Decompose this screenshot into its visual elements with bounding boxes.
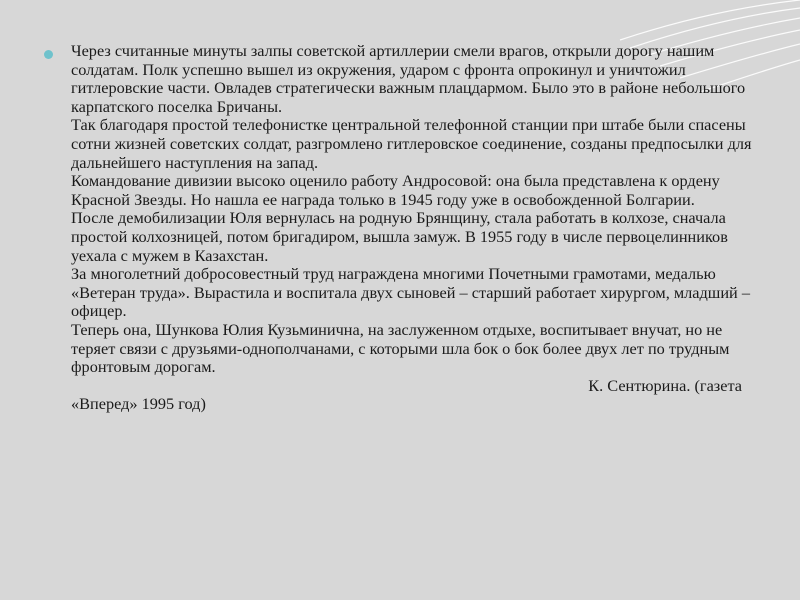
bullet-icon [44,50,53,59]
paragraph: Через считанные минуты залпы советской артиллерии смели врагов, открыли дорогу нашим солдатам. Полк успешно вышел из окружения, ударом с фронта опрокинул и уничтожил гитлеровские части. Овладев стратегически важным плацдармом. Было это в районе небольшого карпатского поселка Бричаны. [71,41,746,116]
signature-line-1: К. Сентюрина. (газета [588,375,742,395]
signature-line-2: «Вперед» 1995 год) [71,394,206,414]
paragraph: За многолетний добросовестный труд награждена многими Почетными грамотами, медалью «Ветеран труда». Вырастила и воспитала двух сыновей – старший работает хирургом, младший – офицер. [71,264,750,321]
paragraph: Так благодаря простой телефонистке центральной телефонной станции при штабе были спасены сотни жизней советских солдат, разгромлено гитлеровское соединение, созданы предпосылки для дальнейшего наступления на запад. [71,115,752,172]
text-block [44,42,752,414]
paragraph: Командование дивизии высоко оценило работу Андросовой: она была представлена к ордену Красной Звезды. Но нашла ее награда только в 1945 году уже в освобожденной Болгарии. [71,171,720,209]
article-text [71,42,752,414]
paragraph: После демобилизации Юля вернулась на родную Брянщину, стала работать в колхозе, сначала простой колхозницей, потом бригадиром, вышла замуж. В 1955 году в числе первоцелинников уехала с мужем в Казахстан. [71,208,728,265]
paragraph: Теперь она, Шункова Юлия Кузьминична, на заслуженном отдыхе, воспитывает внучат, но не теряет связи с друзьями-однополчанами, с которыми шла бок о бок более двух лет по трудным фронтовым дорогам. [71,319,730,377]
